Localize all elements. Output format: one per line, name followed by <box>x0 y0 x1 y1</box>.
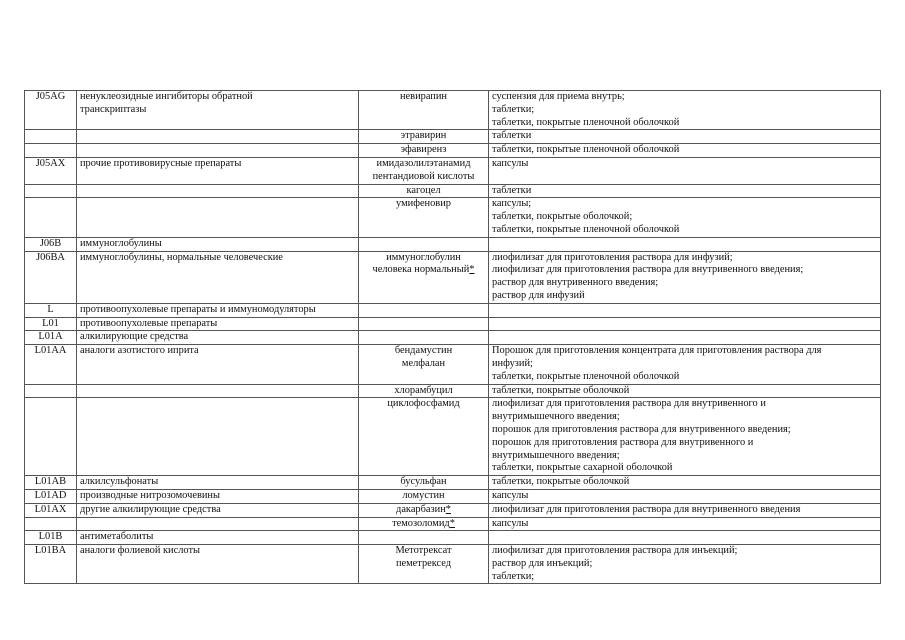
drug-name-cell: имидазолилэтанамид пентандиовой кислоты <box>359 157 489 184</box>
dosage-forms-cell: капсулы <box>489 157 881 184</box>
dosage-forms-cell <box>489 331 881 345</box>
drug-name-cell <box>359 531 489 545</box>
atc-code-cell: L01BA <box>25 545 77 584</box>
table-row <box>25 384 881 398</box>
dosage-forms-cell: таблетки, покрытые оболочкой <box>489 384 881 398</box>
group-name-cell <box>77 144 359 158</box>
table-row <box>25 331 881 345</box>
atc-code-cell <box>25 130 77 144</box>
dosage-forms-cell <box>489 317 881 331</box>
table-row <box>25 157 881 184</box>
group-name-cell: противоопухолевые препараты и иммуномодуляторы <box>77 303 359 317</box>
dosage-forms-cell <box>489 303 881 317</box>
drug-name-cell: хлорамбуцил <box>359 384 489 398</box>
drug-name-cell: эфавиренз <box>359 144 489 158</box>
table-row <box>25 237 881 251</box>
table-row <box>25 184 881 198</box>
group-name-cell: алкилсульфонаты <box>77 476 359 490</box>
atc-code-cell <box>25 198 77 237</box>
table-row <box>25 251 881 303</box>
footnote-asterisk: * <box>449 517 455 529</box>
drug-name-cell: умифеновир <box>359 198 489 237</box>
atc-code-cell: L01AX <box>25 503 77 517</box>
group-name-cell <box>77 398 359 476</box>
atc-code-cell: L01AA <box>25 345 77 384</box>
table-row <box>25 503 881 517</box>
group-name-cell: иммуноглобулины, нормальные человеческие <box>77 251 359 303</box>
group-name-cell: противоопухолевые препараты <box>77 317 359 331</box>
footnote-asterisk: * <box>469 264 475 276</box>
group-name-cell: аналоги фолиевой кислоты <box>77 545 359 584</box>
dosage-forms-cell: таблетки <box>489 130 881 144</box>
drug-name-cell <box>359 303 489 317</box>
group-name-cell: производные нитрозомочевины <box>77 489 359 503</box>
table-row <box>25 489 881 503</box>
dosage-forms-cell: капсулы <box>489 517 881 531</box>
atc-code-cell <box>25 384 77 398</box>
atc-code-cell <box>25 144 77 158</box>
dosage-forms-cell: лиофилизат для приготовления раствора для инъекций; раствор для инъекций; таблетки; <box>489 545 881 584</box>
drug-classification-table <box>24 90 881 584</box>
group-name-cell: алкилирующие средства <box>77 331 359 345</box>
atc-code-cell <box>25 184 77 198</box>
atc-code-cell: L01AD <box>25 489 77 503</box>
table-row <box>25 398 881 476</box>
atc-code-cell: J05AG <box>25 91 77 130</box>
group-name-cell: ненуклеозидные ингибиторы обратной транскриптазы <box>77 91 359 130</box>
atc-code-cell <box>25 398 77 476</box>
group-name-cell <box>77 130 359 144</box>
table-row <box>25 317 881 331</box>
atc-code-cell: L01 <box>25 317 77 331</box>
table-row <box>25 531 881 545</box>
drug-name-cell <box>359 317 489 331</box>
drug-name-cell: иммуноглобулин человека нормальный* <box>359 251 489 303</box>
atc-code-cell: J06B <box>25 237 77 251</box>
drug-name-cell: бусульфан <box>359 476 489 490</box>
dosage-forms-cell: таблетки, покрытые оболочкой <box>489 476 881 490</box>
table-body <box>25 91 881 584</box>
group-name-cell: антиметаболиты <box>77 531 359 545</box>
table-row <box>25 545 881 584</box>
drug-name-cell: дакарбазин* <box>359 503 489 517</box>
table-row <box>25 144 881 158</box>
dosage-forms-cell: лиофилизат для приготовления раствора для внутривенного введения <box>489 503 881 517</box>
drug-name-cell <box>359 331 489 345</box>
atc-code-cell: J06BA <box>25 251 77 303</box>
dosage-forms-cell: суспензия для приема внутрь; таблетки; таблетки, покрытые пленочной оболочкой <box>489 91 881 130</box>
table-row <box>25 198 881 237</box>
table-row <box>25 476 881 490</box>
drug-name-cell: циклофосфамид <box>359 398 489 476</box>
atc-code-cell: L01AB <box>25 476 77 490</box>
dosage-forms-cell <box>489 237 881 251</box>
group-name-cell <box>77 384 359 398</box>
group-name-cell <box>77 184 359 198</box>
dosage-forms-cell: лиофилизат для приготовления раствора для внутривенного и внутримышечного введения; порошок для приготовления раствора для внутривенного введения; порошок для приготовления раствора для внутривенного и внутримышечного введения; таблетки, покрытые сахарной оболочкой <box>489 398 881 476</box>
dosage-forms-cell: лиофилизат для приготовления раствора для инфузий; лиофилизат для приготовления раствора для внутривенного введения; раствор для внутривенного введения; раствор для инфузий <box>489 251 881 303</box>
table-row <box>25 303 881 317</box>
footnote-asterisk: * <box>445 503 451 515</box>
drug-name-cell: этравирин <box>359 130 489 144</box>
group-name-cell: другие алкилирующие средства <box>77 503 359 517</box>
dosage-forms-cell <box>489 531 881 545</box>
drug-name-cell: Метотрексат пеметрексед <box>359 545 489 584</box>
dosage-forms-cell: таблетки <box>489 184 881 198</box>
atc-code-cell: L01B <box>25 531 77 545</box>
table-row <box>25 345 881 384</box>
group-name-cell: иммуноглобулины <box>77 237 359 251</box>
dosage-forms-cell: Порошок для приготовления концентрата для приготовления раствора для инфузий; таблетки, покрытые пленочной оболочкой <box>489 345 881 384</box>
group-name-cell: аналоги азотистого иприта <box>77 345 359 384</box>
drug-name-cell: невирапин <box>359 91 489 130</box>
drug-name-cell: бендамустин мелфалан <box>359 345 489 384</box>
table-row <box>25 517 881 531</box>
table-row <box>25 91 881 130</box>
group-name-cell: прочие противовирусные препараты <box>77 157 359 184</box>
group-name-cell <box>77 198 359 237</box>
dosage-forms-cell: таблетки, покрытые пленочной оболочкой <box>489 144 881 158</box>
atc-code-cell <box>25 517 77 531</box>
drug-name-cell: ломустин <box>359 489 489 503</box>
table-row <box>25 130 881 144</box>
dosage-forms-cell: капсулы; таблетки, покрытые оболочкой; таблетки, покрытые пленочной оболочкой <box>489 198 881 237</box>
group-name-cell <box>77 517 359 531</box>
atc-code-cell: L <box>25 303 77 317</box>
drug-name-cell: кагоцел <box>359 184 489 198</box>
drug-name-cell <box>359 237 489 251</box>
drug-name-cell: темозоломид* <box>359 517 489 531</box>
dosage-forms-cell: капсулы <box>489 489 881 503</box>
atc-code-cell: J05AX <box>25 157 77 184</box>
atc-code-cell: L01A <box>25 331 77 345</box>
